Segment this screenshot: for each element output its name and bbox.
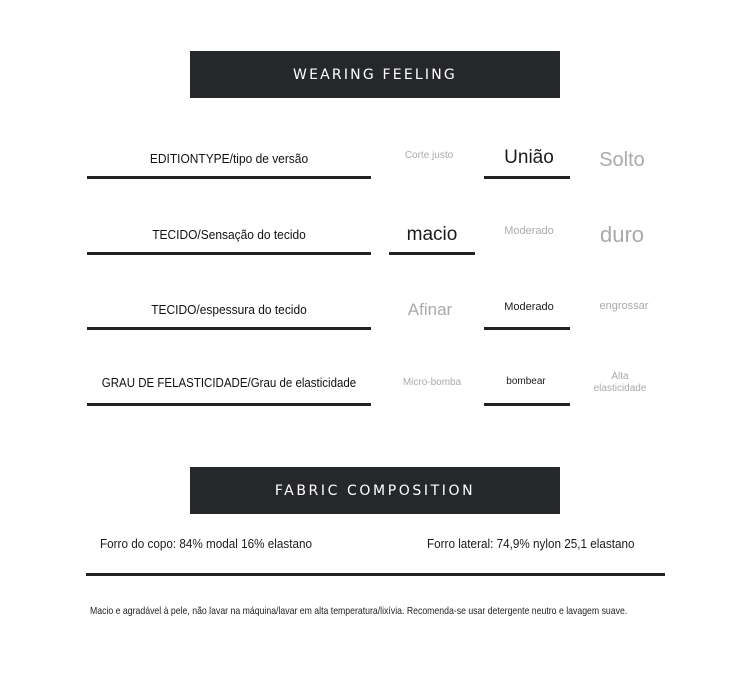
option-micro-bomba: Micro-bomba	[402, 376, 462, 388]
selected-underline	[389, 252, 475, 255]
option-afinar: Afinar	[407, 300, 453, 320]
option-macio: macio	[406, 224, 458, 246]
row-underline	[87, 176, 371, 179]
option-moderado: Moderado	[504, 225, 554, 238]
selected-underline	[484, 327, 570, 330]
option-alta-elasticidade: Alta elasticidade	[593, 370, 647, 394]
option-uniao: União	[504, 147, 554, 169]
row-label: TECIDO/espessura do tecido	[151, 301, 307, 317]
selected-underline	[484, 403, 570, 406]
row-fabric-feel	[0, 204, 750, 264]
option-engrossar: engrossar	[599, 300, 649, 313]
option-duro: duro	[599, 222, 645, 248]
side-lining-text: Forro lateral: 74,9% nylon 25,1 elastano	[427, 536, 635, 551]
wearing-feeling-title: WEARING FEELING	[293, 66, 457, 83]
selected-underline	[484, 176, 570, 179]
fabric-underline	[86, 573, 665, 576]
option-solto: Solto	[599, 148, 645, 171]
option-corte-justo: Corte justo	[404, 149, 454, 161]
row-label: GRAU DE FELASTICIDADE/Grau de elasticidade	[101, 376, 357, 390]
option-bombear: bombear	[506, 375, 546, 387]
fabric-composition-title: FABRIC COMPOSITION	[274, 482, 476, 499]
row-edition-type	[0, 128, 750, 188]
row-fabric-thickness	[0, 279, 750, 339]
row-underline	[87, 327, 371, 330]
row-underline	[87, 252, 371, 255]
option-moderado: Moderado	[504, 301, 554, 314]
wearing-feeling-banner	[190, 51, 560, 98]
row-label: TECIDO/Sensação do tecido	[152, 226, 306, 242]
row-underline	[87, 403, 371, 406]
fabric-composition-banner	[190, 467, 560, 514]
care-note: Macio e agradável à pele, não lavar na máquina/lavar em alta temperatura/lixívia. Recomenda-se usar detergente neutro e lavagem suave.	[90, 605, 628, 617]
cup-lining-text: Forro do copo: 84% modal 16% elastano	[100, 536, 313, 551]
row-label: EDITIONTYPE/tipo de versão	[149, 150, 309, 166]
